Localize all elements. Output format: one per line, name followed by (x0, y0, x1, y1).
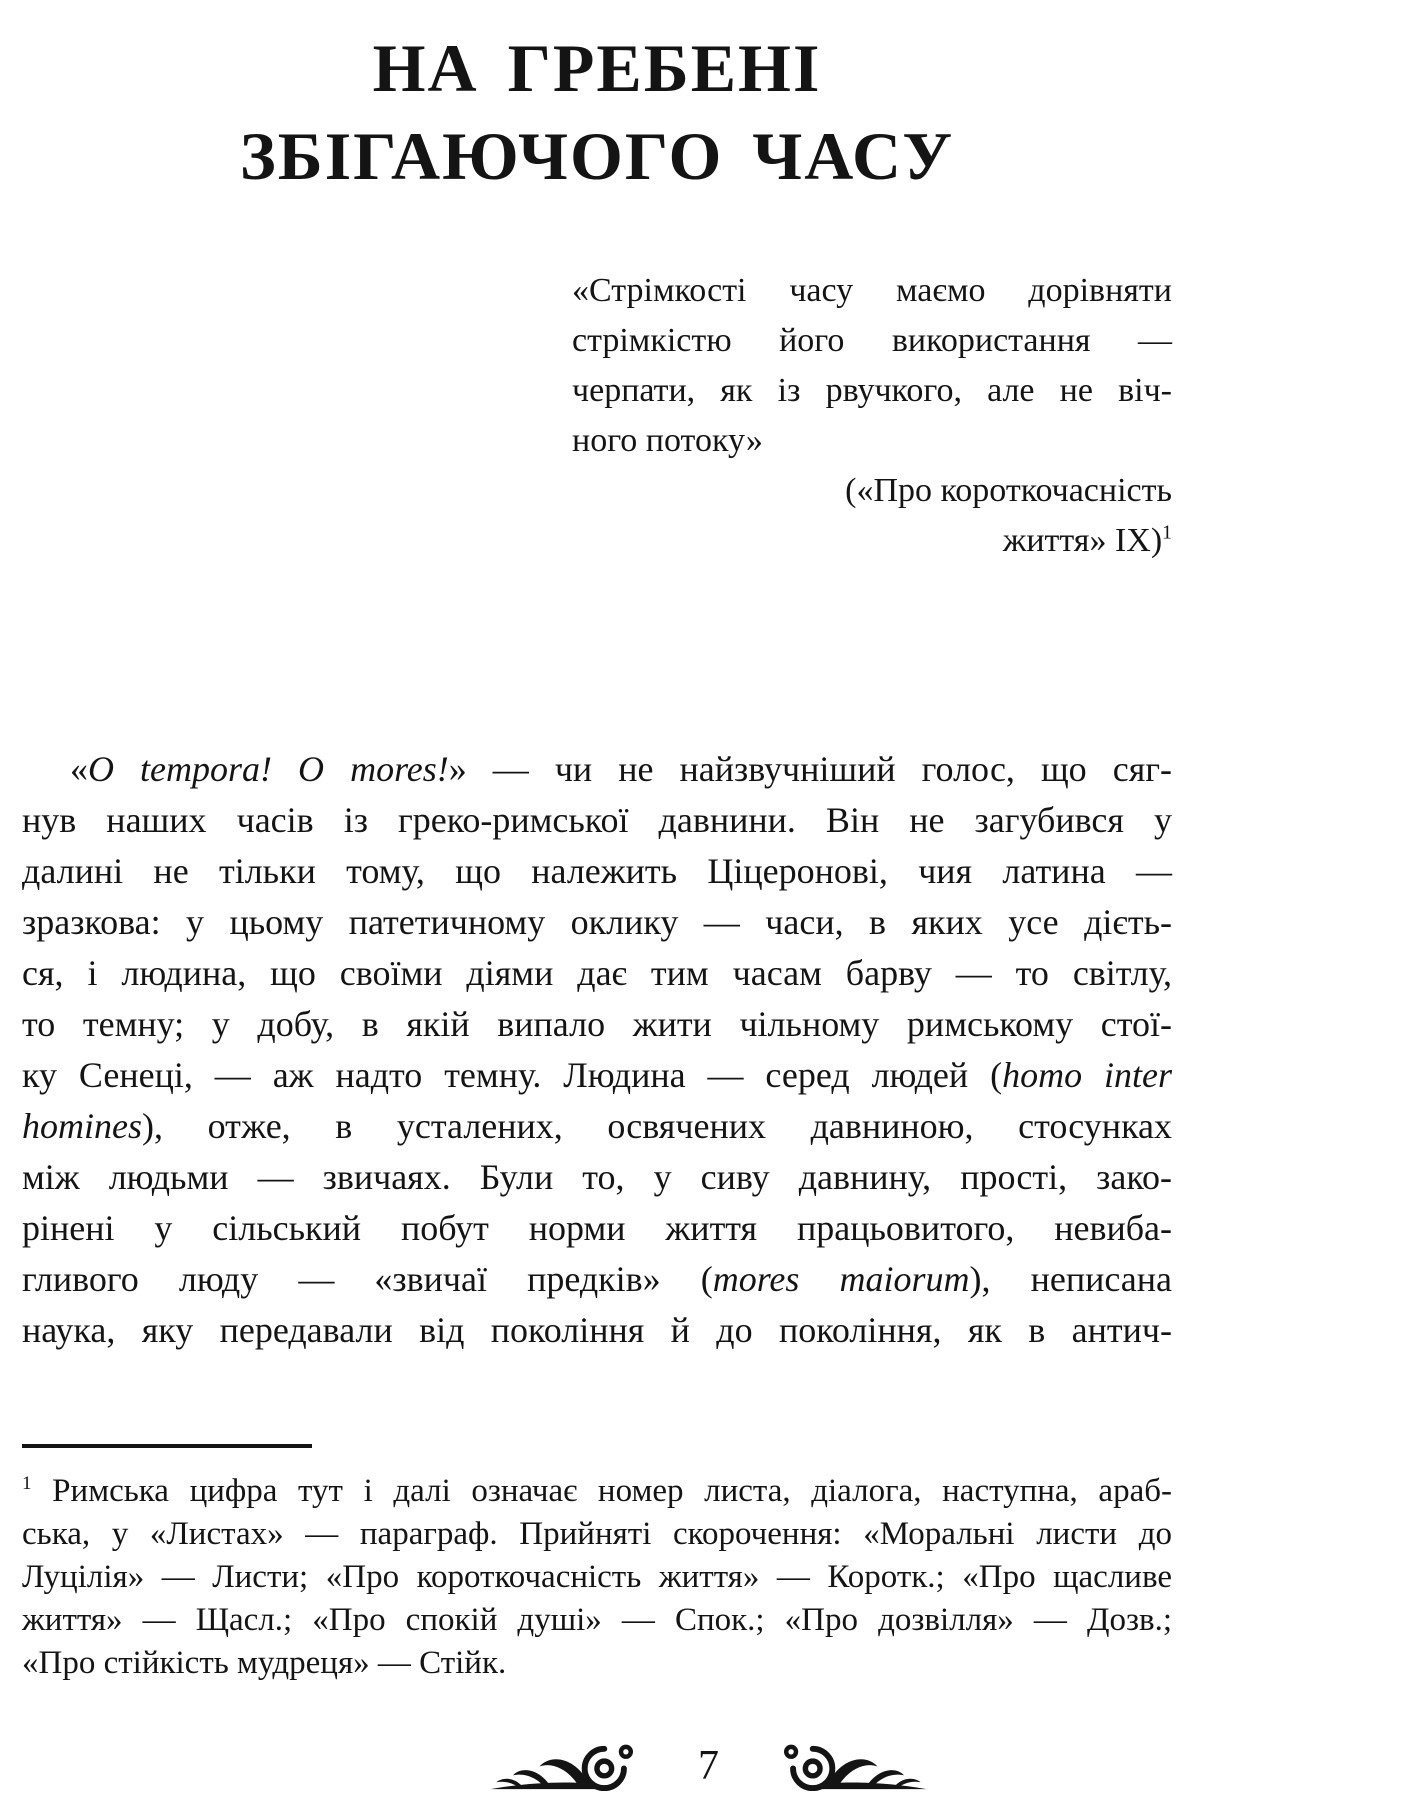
text-line: ку Сенеці, — аж надто темну. Людина — серед людей (homo inter (22, 1055, 1172, 1095)
text-line: ся, і людина, що своїми діями дає тим часам барву — то світлу, (22, 953, 1172, 993)
text-line: то темну; у добу, в якій випало жити чільному римському стої- (22, 1004, 1172, 1044)
page-number: 7 (698, 1743, 719, 1789)
text-line: homines), отже, в усталених, освячених давниною, стосунках (22, 1106, 1172, 1146)
page-content (22, 24, 1172, 1685)
text-line: («Про короткочасність (845, 472, 1172, 509)
footnote-text (22, 1470, 1172, 1685)
chapter-title-line-2: ЗБІГАЮЧОГО ЧАСУ (239, 118, 955, 194)
text-line: життя» — Щасл.; «Про спокій душі» — Спок.; «Про дозвілля» — Дозв.; (22, 1602, 1172, 1638)
flourish-left-icon (488, 1741, 646, 1794)
text-line: «O tempora! O mores!» — чи не найзвучніший голос, що сяг- (70, 749, 1173, 789)
text-line: далині не тільки тому, що належить Ціцеронові, чия латина — (22, 851, 1172, 891)
footnote (22, 1444, 1172, 1685)
text-line: Луцілія» — Листи; «Про короткочасність життя» — Коротк.; «Про щасливе (22, 1559, 1172, 1595)
text-line: «Стрімкості часу маємо дорівняти (572, 272, 1172, 309)
epigraph (572, 266, 1172, 566)
text-line: ного потоку» (572, 422, 763, 459)
text-line: $^1$ Римська цифра тут і далі означає номер листа, діалога, наступна, араб- (22, 1473, 1172, 1509)
chapter-title (22, 24, 1172, 200)
text-line: між людьми — звичаях. Були то, у сиву давнину, прості, зако- (22, 1157, 1172, 1197)
page-footer (0, 1740, 1417, 1794)
text-line: ська, у «Листах» — параграф. Прийняті скорочення: «Моральні листи до (22, 1516, 1172, 1552)
text-line: гливого люду — «звичаї предків» (mores maiorum), неписана (22, 1259, 1172, 1299)
footnote-separator (22, 1444, 312, 1448)
flourish-right-icon (771, 1741, 929, 1794)
text-line: життя» IX)$^1$ (1002, 521, 1172, 559)
body-paragraph (22, 744, 1172, 1356)
text-line: рінені у сільський побут норми життя працьовитого, невиба- (22, 1208, 1172, 1248)
text-line: нув наших часів із греко-римської давнини. Він не загубився у (22, 800, 1172, 840)
text-line: наука, яку передавали від покоління й до покоління, як в антич- (22, 1310, 1172, 1350)
text-line: «Про стійкість мудреця» — Стійк. (22, 1645, 507, 1681)
chapter-title-line-1: НА ГРЕБЕНІ (372, 30, 822, 106)
text-line: черпати, як із рвучкого, але не віч- (572, 372, 1172, 409)
text-line: стрімкістю його використання — (572, 322, 1172, 359)
text-line: зразкова: у цьому патетичному оклику — часи, в яких усе дієть- (22, 902, 1172, 942)
